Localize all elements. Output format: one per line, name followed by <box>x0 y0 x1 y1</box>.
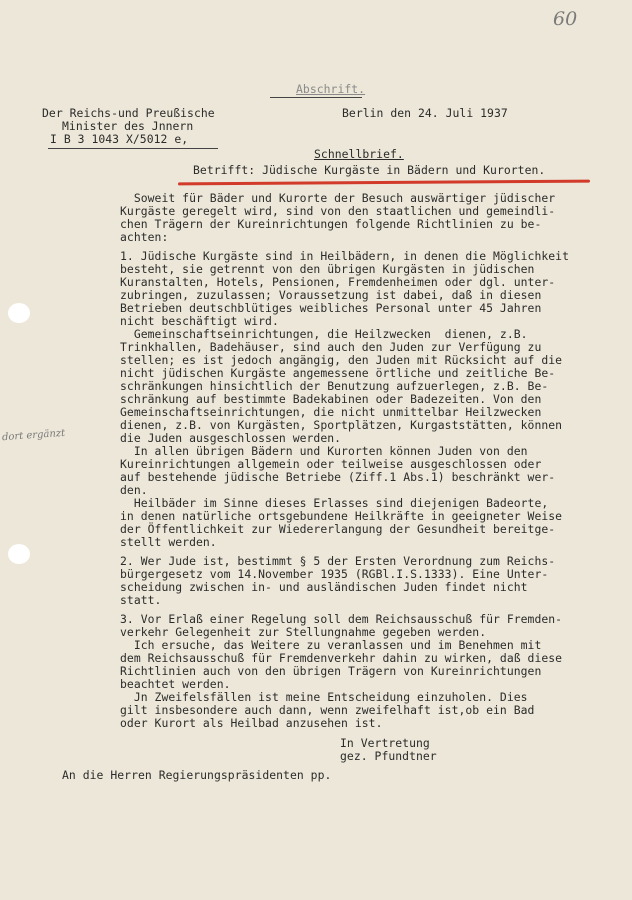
body-line: verkehr Gelegenheit zur Stellungnahme gegeben werden. <box>120 625 487 639</box>
body-line: Kurgäste geregelt wird, sind von den staatlichen und gemeindli- <box>120 204 556 218</box>
body-line: die Juden ausgeschlossen werden. <box>120 431 342 445</box>
body-line: Jn Zweifelsfällen ist meine Entscheidung einzuholen. Dies <box>120 690 528 704</box>
body-line: nicht jüdischen Kurgäste angemessene örtliche und zeitliche Be- <box>120 366 556 380</box>
body-line: oder Kurort als Heilbad anzusehen ist. <box>120 716 383 730</box>
sender-line-2: Minister des Jnnern <box>62 119 194 133</box>
subject-line: Betrifft: Jüdische Kurgäste in Bädern und Kurorten. <box>193 163 546 177</box>
body-line: 3. Vor Erlaß einer Regelung soll dem Reichsausschuß für Fremden- <box>120 612 563 626</box>
body-line: stellt werden. <box>120 535 217 549</box>
signature-title: In Vertretung <box>340 736 430 750</box>
body-line: Gemeinschaftseinrichtungen, die nicht unmittelbar Heilzwecken <box>120 405 542 419</box>
reference-rule <box>48 148 218 149</box>
margin-note: dort ergänzt <box>1 427 66 444</box>
body-line: beachtet werden. <box>120 677 231 691</box>
copy-stamp: Abschrift. <box>296 82 366 96</box>
body-line: achten: <box>120 230 169 244</box>
body-line: zubringen, zuzulassen; Voraussetzung ist dabei, daß in diesen <box>120 288 542 302</box>
letter-date: Berlin den 24. Juli 1937 <box>342 106 508 120</box>
body-line: Trinkhallen, Badehäuser, sind auch den Juden zur Verfügung zu <box>120 340 542 354</box>
body-line: Gemeinschaftseinrichtungen, die Heilzwecken dienen, z.B. <box>120 327 528 341</box>
body-line: Kureinrichtungen allgemein oder teilweise ausgeschlossen oder <box>120 457 542 471</box>
body-line: den. <box>120 483 148 497</box>
body-line: 1. Jüdische Kurgäste sind in Heilbädern, in denen die Möglichkeit <box>120 249 570 263</box>
body-line: statt. <box>120 593 162 607</box>
body-line: Heilbäder im Sinne dieses Erlasses sind diejenigen Badeorte, <box>120 496 549 510</box>
body-line: der Öffentlichkeit zur Wiedererlangung der Gesundheit bereitge- <box>120 522 556 536</box>
body-line: schränkungen hinsichtlich der Benutzung aufzuerlegen, z.B. Be- <box>120 379 549 393</box>
stamp-rule <box>270 97 362 98</box>
punch-hole-top <box>8 303 30 323</box>
body-line: Betrieben deutschblütiges weibliches Personal unter 45 Jahren <box>120 301 542 315</box>
body-line: chen Trägern der Kureinrichtungen folgende Richtlinien zu be- <box>120 217 542 231</box>
punch-hole-bottom <box>8 544 30 564</box>
body-line: stellen; es ist jedoch angängig, den Juden mit Rücksicht auf die <box>120 353 563 367</box>
body-line: in denen natürliche ortsgebundene Heilkräfte in geeigneter Weise <box>120 509 563 523</box>
page-number: 60 <box>553 8 578 30</box>
body-line: In allen übrigen Bädern und Kurorten können Juden von den <box>120 444 528 458</box>
signature-name: gez. Pfundtner <box>340 749 437 763</box>
red-underline <box>178 180 590 186</box>
body-line: 2. Wer Jude ist, bestimmt § 5 der Ersten Verordnung zum Reichs- <box>120 554 556 568</box>
file-reference: I B 3 1043 X/5012 e, <box>50 132 189 146</box>
body-line: dem Reichsausschuß für Fremdenverkehr dahin zu wirken, daß diese <box>120 651 563 665</box>
body-line: dienen, z.B. von Kurgästen, Sportplätzen, Kurgaststätten, können <box>120 418 563 432</box>
body-line: Ich ersuche, das Weitere zu veranlassen und im Benehmen mit <box>120 638 542 652</box>
urgency-mark: Schnellbrief. <box>314 147 404 161</box>
body-line: bürgergesetz vom 14.November 1935 (RGBl.I.S.1333). Eine Unter- <box>120 567 549 581</box>
body-line: nicht beschäftigt wird. <box>120 314 279 328</box>
body-line: Soweit für Bäder und Kurorte der Besuch auswärtiger jüdischer <box>120 191 556 205</box>
body-line: auf bestehende jüdische Betriebe (Ziff.1 Abs.1) beschränkt wer- <box>120 470 556 484</box>
body-line: Kuranstalten, Hotels, Pensionen, Fremdenheimen oder dgl. unter- <box>120 275 556 289</box>
sender-line-1: Der Reichs-und Preußische <box>42 106 215 120</box>
body-line: schränkung auf bestimmte Badekabinen oder Badezeiten. Von den <box>120 392 542 406</box>
body-line: besteht, sie getrennt von den übrigen Kurgästen in jüdischen <box>120 262 535 276</box>
addressee: An die Herren Regierungspräsidenten pp. <box>62 768 332 782</box>
body-line: gilt insbesondere auch dann, wenn zweifelhaft ist,ob ein Bad <box>120 703 535 717</box>
body-line: Richtlinien auch von den übrigen Trägern von Kureinrichtungen <box>120 664 542 678</box>
body-line: scheidung zwischen in- und ausländischen Juden findet nicht <box>120 580 528 594</box>
